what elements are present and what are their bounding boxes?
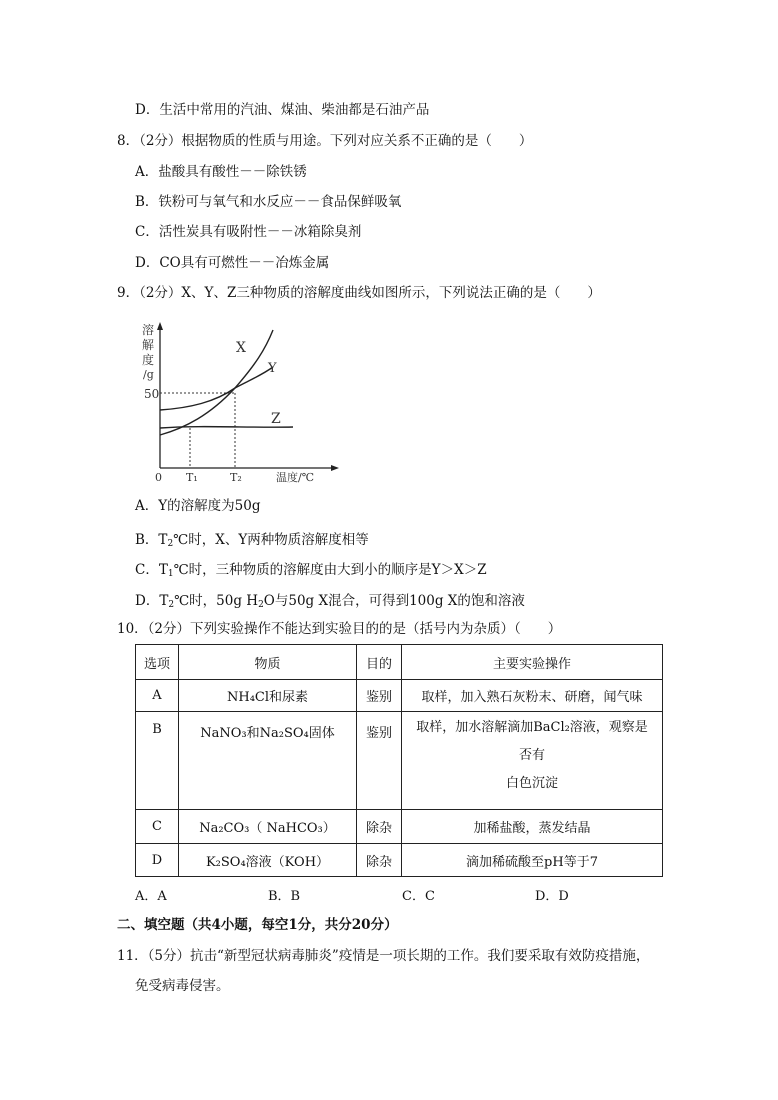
y-label-4: /g — [143, 368, 154, 381]
x-axis-arrow — [331, 465, 339, 471]
t2-tick: T₂ — [230, 471, 242, 484]
header-purpose: 目的 — [357, 645, 402, 680]
q8-option-c: C．活性炭具有吸附性－－冰箱除臭剂 — [135, 224, 362, 240]
q11-line-1: 11．（5分）抗击“新型冠状病毒肺炎”疫情是一项长期的工作。我们要采取有效防疫措施， — [117, 948, 650, 964]
cell-purpose: 鉴别 — [357, 712, 402, 810]
curve-label-x: X — [236, 340, 246, 356]
cell-purpose: 除杂 — [357, 844, 402, 877]
q9-option-b: B．$T_2℃$时，X、Y两种物质溶解度相等 — [135, 532, 369, 549]
cell-option: D — [136, 844, 179, 877]
curve-y — [160, 367, 273, 410]
q10-answer-a: A．A — [135, 889, 167, 904]
q8-option-a: A．盐酸具有酸性－－除铁锈 — [135, 164, 307, 180]
cell-operation — [402, 712, 663, 810]
cell-substance: NaNO₃和Na₂SO₄固体 — [179, 712, 357, 810]
q9-option-a: A．Y的溶解度为50g — [135, 498, 261, 514]
experiment-table — [135, 644, 663, 877]
header-substance: 物质 — [179, 645, 357, 680]
table-header-row — [136, 645, 663, 680]
table-row — [136, 712, 663, 810]
cell-option: A — [136, 680, 179, 712]
q10-stem: 10．（2分）下列实验操作不能达到实验目的的是（括号内为杂质）（ ） — [117, 621, 562, 637]
y-tick-50: 50 — [144, 387, 160, 401]
curve-label-y: Y — [268, 361, 277, 376]
q9-option-d: D．$T_2℃$时，50g $H_2O$与50g X混合，可得到100g X的饱和溶液 — [135, 593, 525, 610]
t1-tick: T₁ — [186, 471, 198, 484]
q8-option-d: D．CO具有可燃性－－冶炼金属 — [135, 255, 330, 271]
y-axis-arrow — [157, 322, 163, 330]
x-label: 温度/℃ — [276, 471, 315, 484]
table-row — [136, 844, 663, 877]
solubility-graph — [140, 320, 340, 485]
cell-substance: K₂SO₄溶液（KOH） — [179, 844, 357, 877]
origin-label: 0 — [155, 471, 162, 484]
q9-option-c: C．$T_1℃$时，三种物质的溶解度由大到小的顺序是Y＞X＞Z — [135, 562, 487, 579]
operation-line-2: 否有 — [518, 748, 545, 763]
cell-operation: 取样，加入熟石灰粉末、研磨，闻气味 — [402, 680, 663, 712]
header-operation: 主要实验操作 — [402, 645, 663, 680]
operation-line-1: 取样，加水溶解滴加BaCl₂溶液，观察是 — [416, 720, 648, 735]
cell-operation: 滴加稀硫酸至pH等于7 — [402, 844, 663, 877]
cell-purpose: 鉴别 — [357, 680, 402, 712]
curve-label-z: Z — [271, 411, 281, 427]
q11-line-2: 免受病毒侵害。 — [135, 978, 230, 994]
cell-option: B — [136, 712, 179, 810]
y-label-3: 度 — [142, 353, 155, 367]
q10-answer-c: C．C — [402, 889, 435, 904]
y-label-1: 溶 — [142, 323, 155, 337]
q9-stem: 9．（2分）X、Y、Z三种物质的溶解度曲线如图所示，下列说法正确的是（ ） — [117, 285, 601, 301]
cell-substance: NH₄Cl和尿素 — [179, 680, 357, 712]
cell-option: C — [136, 810, 179, 844]
cell-substance: Na₂CO₃（ NaHCO₃） — [179, 810, 357, 844]
q7-option-d: D．生活中常用的汽油、煤油、柴油都是石油产品 — [135, 102, 430, 118]
curve-x — [160, 330, 273, 435]
y-label-2: 解 — [142, 338, 155, 352]
section-2-title: 二、填空题（共4小题，每空1分，共分20分） — [117, 917, 398, 933]
q8-stem: 8．（2分）根据物质的性质与用途。下列对应关系不正确的是（ ） — [117, 133, 533, 149]
cell-operation: 加稀盐酸，蒸发结晶 — [402, 810, 663, 844]
cell-purpose: 除杂 — [357, 810, 402, 844]
table-row — [136, 810, 663, 844]
q8-option-b: B．铁粉可与氧气和水反应－－食品保鲜吸氧 — [135, 194, 402, 210]
q10-answer-b: B．B — [268, 889, 301, 904]
header-option: 选项 — [136, 645, 179, 680]
table-row — [136, 680, 663, 712]
operation-line-3: 白色沉淀 — [505, 776, 558, 791]
q10-answer-d: D．D — [535, 889, 569, 904]
